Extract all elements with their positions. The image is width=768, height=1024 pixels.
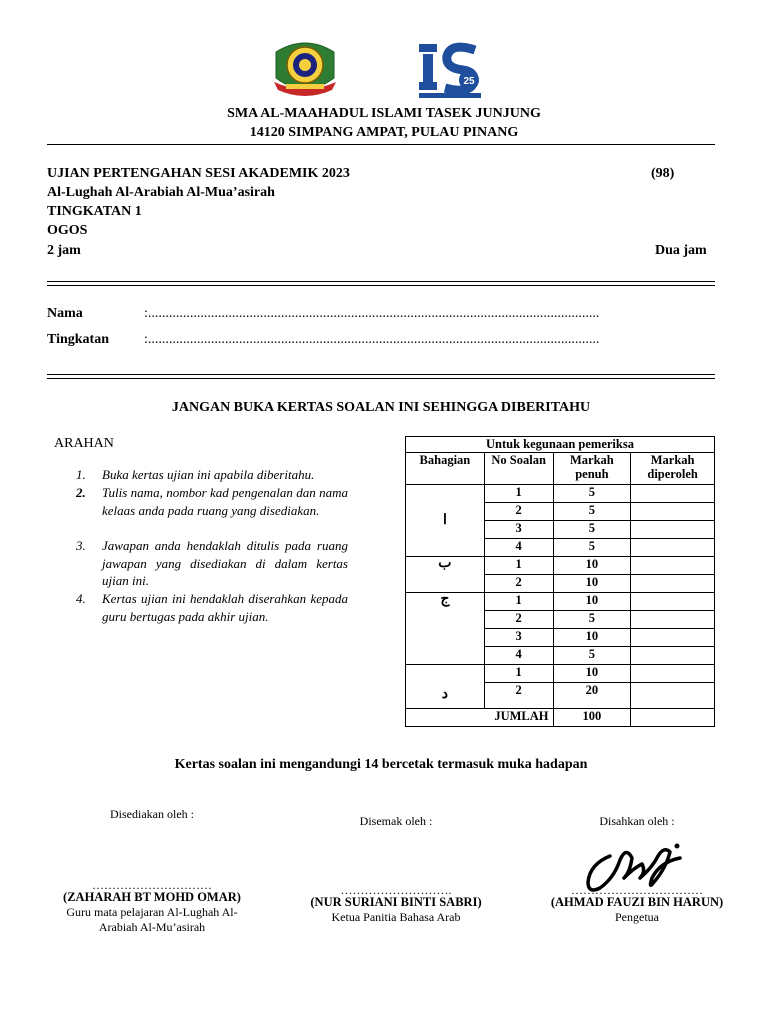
table-header: No Soalan [484,453,553,485]
double-divider-top [47,281,715,286]
question-no: 2 [484,683,553,709]
table-row [406,593,715,611]
form-label: Tingkatan [47,332,109,347]
full-mark: 10 [553,665,631,683]
full-mark: 5 [553,503,631,521]
table-header: Markah diperoleh [631,453,715,485]
question-no: 3 [484,521,553,539]
section-label: د [406,665,485,709]
full-mark: 5 [553,647,631,665]
signatory-name: (ZAHARAH BT MOHD OMAR) [63,890,241,904]
full-mark: 10 [553,557,631,575]
full-mark: 5 [553,539,631,557]
question-no: 1 [484,485,553,503]
obtained-mark-cell[interactable] [631,611,715,629]
obtained-mark-cell[interactable] [631,575,715,593]
instruction-text: Buka kertas ujian ini apabila diberitahu. [102,467,315,482]
signatory-name: (AHMAD FAUZI BIN HARUN) [550,895,724,909]
exam-duration-words: Dua jam [655,243,707,258]
exam-title: UJIAN PERTENGAHAN SESI AKADEMIK 2023 [47,166,350,181]
table-caption: Untuk kegunaan pemeriksa [406,437,715,453]
question-no: 1 [484,665,553,683]
full-mark: 5 [553,485,631,503]
svg-text:25: 25 [463,76,475,87]
instructions-heading: ARAHAN [54,436,114,451]
instruction-item [58,537,348,590]
examiner-table [405,436,715,727]
exam-subject: Al-Lughah Al-Arabiah Al-Mua’asirah [47,185,275,200]
obtained-mark-cell[interactable] [631,647,715,665]
signatory-role: Ketua Panitia Bahasa Arab [331,910,461,924]
full-mark: 20 [553,683,631,709]
obtained-mark-cell[interactable] [631,503,715,521]
question-no: 1 [484,557,553,575]
instruction-item [58,466,348,484]
table-total-row [406,709,715,727]
total-value: 100 [553,709,631,727]
question-no: 3 [484,629,553,647]
instruction-item [58,590,348,625]
table-header: Markah penuh [553,453,631,485]
signature-dots: ………………………. [340,883,452,897]
table-row [406,665,715,683]
obtained-mark-cell[interactable] [631,557,715,575]
question-no: 2 [484,611,553,629]
instruction-text: Jawapan anda hendaklah ditulis pada ruang jawapan yang disediakan di dalam kertas ujian ini. [102,538,348,588]
question-no: 1 [484,593,553,611]
signature-label: Disemak oleh : [359,814,433,828]
obtained-mark-cell[interactable] [631,683,715,709]
signature-dots: …………………………… [571,883,703,897]
instruction-item [58,484,348,519]
full-mark: 5 [553,521,631,539]
total-label: JUMLAH [406,709,554,727]
signature-label: Disahkan oleh : [599,814,675,828]
school-crest-logo [270,38,340,100]
signature-approved-lines [537,885,737,925]
exam-duration: 2 jam [47,243,81,258]
school-name: SMA AL-MAAHADUL ISLAMI TASEK JUNJUNG [227,106,541,121]
full-mark: 10 [553,629,631,647]
signature-prepared-lines [52,880,252,935]
signature-label: Disediakan oleh : [110,807,194,821]
question-no: 4 [484,647,553,665]
section-label: ب [406,557,485,593]
name-field[interactable]: :................................................................................................................................. [144,306,600,321]
table-row [406,485,715,503]
school-address: 14120 SIMPANG AMPAT, PULAU PINANG [249,125,519,140]
warning-text: JANGAN BUKA KERTAS SOALAN INI SEHINGGA DIBERITAHU [171,400,591,415]
obtained-mark-cell[interactable] [631,485,715,503]
header-divider [47,144,715,145]
form-field[interactable]: :................................................................................................................................. [144,332,600,347]
signature-prepared [52,807,252,822]
total-obtained-cell[interactable] [631,709,715,727]
question-no: 4 [484,539,553,557]
question-no: 2 [484,503,553,521]
obtained-mark-cell[interactable] [631,539,715,557]
instruction-number: 4. [76,591,86,606]
instruction-number: 3. [76,538,86,553]
obtained-mark-cell[interactable] [631,521,715,539]
obtained-mark-cell[interactable] [631,593,715,611]
instruction-number: 1. [76,467,86,482]
signature-dots: ………………………… [92,878,212,892]
obtained-mark-cell[interactable] [631,629,715,647]
name-label: Nama [47,306,83,321]
signature-approved [537,814,737,829]
page-count-note: Kertas soalan ini mengandungi 14 bercetak termasuk muka hadapan [174,757,588,772]
full-mark: 5 [553,611,631,629]
question-no: 2 [484,575,553,593]
exam-month: OGOS [47,223,88,238]
full-mark: 10 [553,593,631,611]
section-label: ا [406,485,485,557]
full-mark: 10 [553,575,631,593]
instruction-text: Kertas ujian ini hendaklah diserahkan kepada guru bertugas pada akhir ujian. [102,591,348,624]
signatory-role: Guru mata pelajaran Al-Lughah Al-Arabiah Al-Mu’asirah [66,905,238,934]
table-header: Bahagian [406,453,485,485]
section-label: ج [406,593,485,665]
signature-checked-lines [296,885,496,925]
organization-25-logo [417,42,483,100]
signatory-name: (NUR SURIANI BINTI SABRI) [310,895,482,909]
signatory-role: Pengetua [615,910,659,924]
obtained-mark-cell[interactable] [631,665,715,683]
double-divider-bottom [47,374,715,379]
signature-checked [296,814,496,829]
instruction-number: 2. [76,485,86,500]
table-row [406,557,715,575]
instruction-text: Tulis nama, nombor kad pengenalan dan nama kelaas anda pada ruang yang disediakan. [102,485,348,518]
exam-code: (98) [651,166,675,181]
exam-form: TINGKATAN 1 [47,204,142,219]
